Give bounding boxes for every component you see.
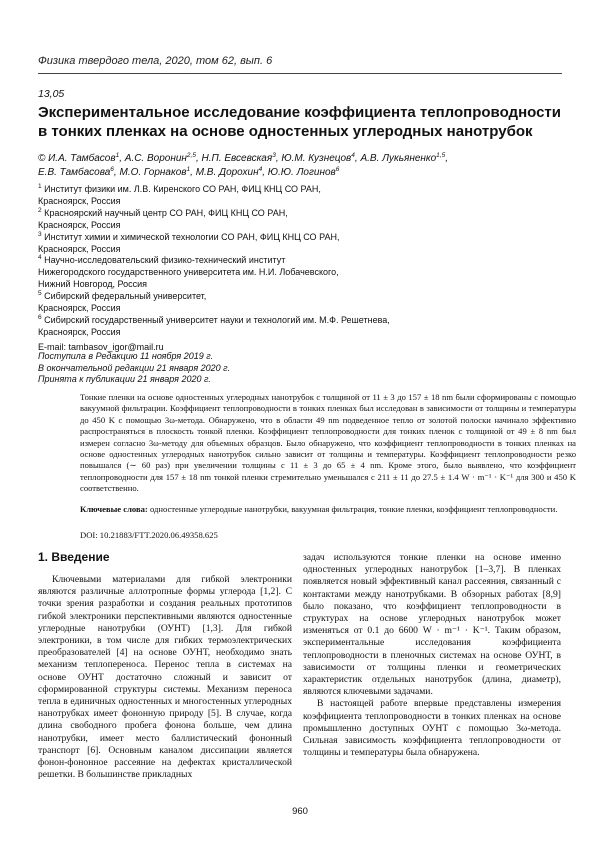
section-heading: 1. Введение: [38, 550, 110, 564]
affiliation: $^1$ Институт физики им. Л.В. Киренского СО РАН, ФИЦ КНЦ СО РАН, Красноярск, Россия: [38, 183, 321, 206]
author: © И.А. Тамбасов$^1$: [38, 152, 120, 164]
affiliation: $^5$ Сибирский федеральный университет, Красноярск, Россия: [38, 290, 207, 314]
header-rule: [38, 73, 562, 74]
abstract: Тонкие пленки на основе одностенных углеродных нанотрубок с толщиной от 11 ± 3 до 157 ± 18 nm были сформированы с помощью вакуумной фильтрации. Коэффициент теплопроводности в тонких пленках был исследован в зависимости от толщины и температуры до 450 K с помощью 3ω-метода. Обнаружено, что в области 49 nm подведенное тепло от золотой полоски начинало эффективно распространяться в плоскость тонкой пленки. Коэффициент теплопроводности для тонких пленок с толщиной от 49 ± 8 nm был измерен согласно 3ω-методу для объемных образцов. Было обнаружено, что коэффициент теплопроводности в тонких пленках на основе одностенных углеродных нанотрубок сильно зависит от толщины и температуры. Коэффициент теплопроводности резко повышался (∼ 60 раз) при увеличении толщины с 11 ± 3 до 65 ± 4 nm. Кроме этого, было выявлено, что коэффициент теплопроводности для 157 ± 18 nm тонкой пленки стремительно уменьшался с 211 ± 11 до 27.5 ± 1.4 W · m⁻¹ · K⁻¹ для 300 и 450 K соответственно.: [80, 392, 576, 494]
author-list: © И.А. Тамбасов$^1$, А.С. Воронин$^{2,5}$, Н.П. Евсевская$^3$, Ю.М. Кузнецов$^4$, А.В. Лукьяненко$^{1,5}$, Е.В. Тамбасова$^6$, М.О. Горнаков$^1$, М.В. Дорохин$^4$, Ю.Ю. Логинов$^6$: [38, 152, 448, 178]
intro-paragraph: В настоящей работе впервые представлены измерения коэффициента теплопроводности в тонких пленках на основе промышленно доступных ОУНТ с помощью 3ω-метода. Сильная зависимость коэффициента теплопроводности от толщины и температуры была обнаружена.: [303, 698, 561, 759]
contact-email[interactable]: E-mail: tambasov_igor@mail.ru: [38, 341, 164, 352]
keywords: [80, 504, 576, 515]
page-number: 960: [292, 806, 308, 817]
keywords-label: Ключевые слова:: [80, 504, 148, 514]
title-line-2: в тонких пленках на основе одностенных углеродных нанотрубок: [38, 123, 533, 140]
doi-link[interactable]: DOI: 10.21883/FTT.2020.06.49358.625: [80, 530, 218, 540]
keywords-text: одностенные углеродные нанотрубки, вакуумная фильтрация, тонкие пленки, коэффициент теплопроводности.: [149, 504, 558, 514]
paper-title: [38, 103, 578, 141]
title-line-1: Экспериментальное исследование коэффициента теплопроводности: [38, 104, 562, 121]
affiliation: $^6$ Сибирский государственный университет науки и технологий им. М.Ф. Решетнева, Красноярск, Россия: [38, 313, 390, 337]
revised-date: В окончательной редакции 21 января 2020 г.: [38, 362, 231, 373]
intro-right-column: [303, 552, 561, 759]
affiliation: $^2$ Красноярский научный центр СО РАН, ФИЦ КНЦ СО РАН, Красноярск, Россия: [38, 206, 288, 230]
intro-paragraph: задач используются тонкие пленки на основе именно одностенных углеродных нанотрубок [1–3,7]. В пленках появляется новый эффективный канал рассеяния, связанный с контактами между нанотрубками. В обзорных работах [8,9] было показано, что коэффициент теплопроводности в структурах на основе углеродных нанотрубок может изменяться от 0.1 до 6600 W · m⁻¹ · K⁻¹. Таким образом, экспериментальные исследования коэффициента теплопроводности в пленочных системах на основе ОУНТ, в зависимости от толщины пленки и геометрических характеристик отдельных нанотрубок (длина, диаметр), являются ключевыми задачами.: [303, 552, 561, 698]
affiliation: $^4$ Научно-исследовательский физико-технический институт Нижегородского государственного университета им. Н.И. Лобачевского, Нижний Новгород, Россия: [38, 254, 339, 290]
author: М.О. Горнаков$^1$: [119, 166, 191, 178]
author: Ю.М. Кузнецов$^4$: [281, 152, 355, 164]
affiliation: $^3$ Институт химии и химической технологии СО РАН, ФИЦ КНЦ СО РАН, Красноярск, Россия: [38, 230, 340, 254]
author: Е.В. Тамбасова$^6$: [38, 166, 114, 178]
intro-left-column: Ключевыми материалами для гибкой электроники являются различные аллотропные формы углерода [1,2]. С точки зрения разработки и создания реальных прототипов гибкой электроники перспективными являются одностенные углеродные нанотрубки (ОУНТ) [1,3]. Для гибкой электроники, в том числе для гибких термоэлектрических преобразователей [4] на основе ОУНТ, необходимо знать механизм теплопереноса. Перенос тепла в системах на основе ОУНТ достаточно сложный и зависит от сформированной структуры системы. Механизм переноса тепла в единичных одностенных и многостенных углеродных нанотрубках имеет фононную природу [5]. В случае, когда длина свободного пробега фонона больше, чем длина нанотрубки, имеет место баллистический фононный транспорт [6]. Основным каналом диссипации является фонон-фононное рассеяние на дефектах кристаллической решетки. В большинстве прикладных: [38, 574, 292, 781]
journal-header: Физика твердого тела, 2020, том 62, вып. 6: [38, 55, 273, 67]
section-code: 13,05: [38, 88, 65, 100]
author: А.В. Лукьяненко$^{1,5}$: [360, 152, 446, 164]
accepted-date: Принята к публикации 21 января 2020 г.: [38, 374, 211, 384]
submission-dates: [38, 351, 578, 386]
received-date: Поступила в Редакцию 11 ноября 2019 г.: [38, 351, 214, 361]
author: Ю.Ю. Логинов$^6$: [267, 166, 340, 178]
affiliation-list: [38, 184, 578, 354]
author: А.С. Воронин$^{2,5}$: [124, 152, 196, 164]
author: Н.П. Евсевская$^3$: [201, 152, 276, 164]
author: М.В. Дорохин$^4$: [195, 166, 263, 178]
